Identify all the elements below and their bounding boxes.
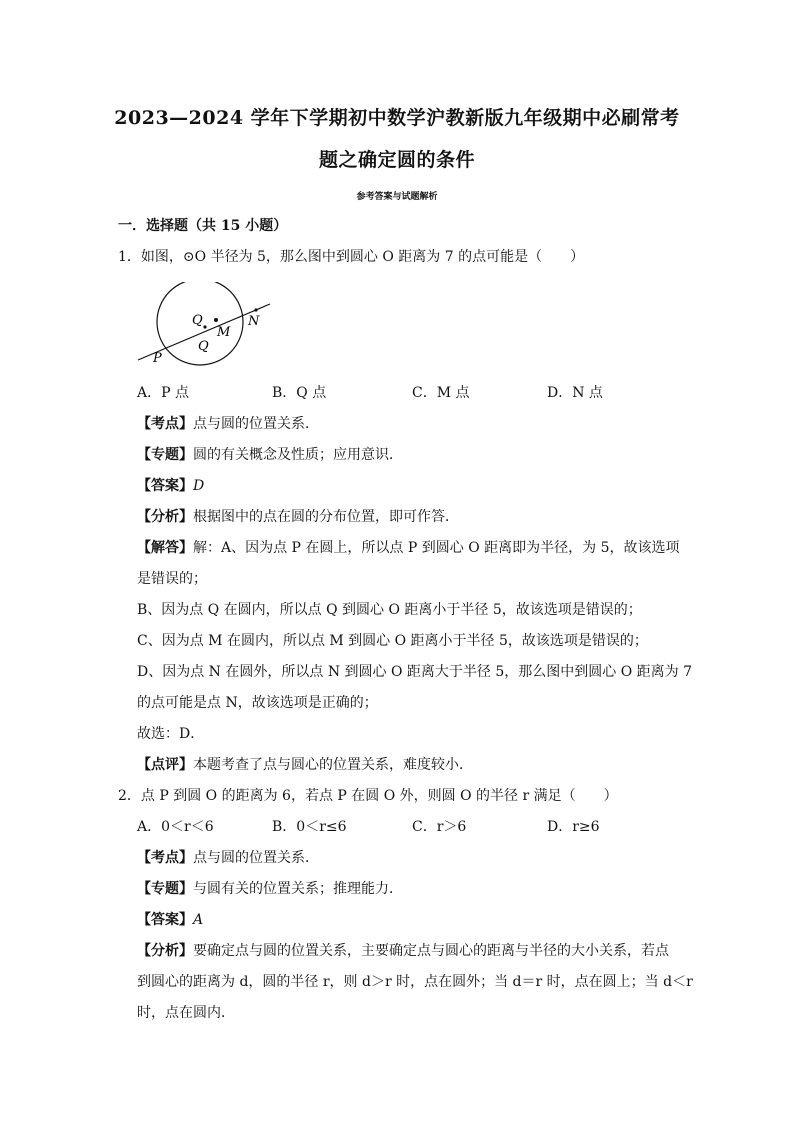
q2-option-b: B．0＜r≤6 xyxy=(272,819,347,835)
label-q-upper: Q xyxy=(192,313,203,328)
q2-option-c: C．r＞6 xyxy=(412,819,467,835)
q1-daan xyxy=(137,476,204,496)
q1-option-a: A．P 点 xyxy=(137,385,189,401)
q2-kaodian-tag: 【考点】 xyxy=(137,850,193,866)
q2-kaodian-text: 点与圆的位置关系． xyxy=(193,850,319,866)
q1-option-b: B．Q 点 xyxy=(272,385,327,401)
label-n: N xyxy=(248,314,260,329)
q1-dianping-text: 本题考查了点与圆心的位置关系，难度较小． xyxy=(193,757,473,773)
q2-fenxi-line1 xyxy=(137,941,669,961)
q1-dianping-tag: 【点评】 xyxy=(137,757,193,773)
q1-jieda-tag: 【解答】 xyxy=(137,540,193,556)
q1-circle-figure xyxy=(130,282,280,368)
point-n-dot xyxy=(254,308,257,311)
q2-option-d: D．r≥6 xyxy=(547,819,600,835)
q2-zhuanti-text: 与圆有关的位置关系；推理能力． xyxy=(193,881,403,897)
q1-stem: 1．如图，⊙O 半径为 5，那么图中到圆心 O 距离为 7 的点可能是（ ） xyxy=(118,249,585,265)
q2-option-a: A．0＜r＜6 xyxy=(137,819,214,835)
q1-dianping xyxy=(137,755,473,775)
q1-jieda-line2: 是错误的； xyxy=(137,571,207,587)
q2-kaodian xyxy=(137,848,319,868)
q1-jieda-text1: 解：A、因为点 P 在圆上，所以点 P 到圆心 O 距离即为半径，为 5，故该选项 xyxy=(193,540,680,556)
q1-jieda-line4: C、因为点 M 在圆内，所以点 M 到圆心 O 距离小于半径 5，故该选项是错误的； xyxy=(137,633,648,649)
q1-kaodian-text: 点与圆的位置关系． xyxy=(193,416,319,432)
q1-zhuanti-text: 圆的有关概念及性质；应用意识． xyxy=(193,447,403,463)
q2-stem: 2．点 P 到圆 O 的距离为 6，若点 P 在圆 O 外，则圆 O 的半径 r 满足（ ） xyxy=(118,788,618,804)
q2-fenxi-text1: 要确定点与圆的位置关系，主要确定点与圆心的距离与半径的大小关系，若点 xyxy=(193,943,669,959)
q1-jieda-line5: D、因为点 N 在圆外，所以点 N 到圆心 O 距离大于半径 5，那么图中到圆心 O 距离为 7 xyxy=(137,664,692,680)
point-q-dot xyxy=(203,325,206,328)
q2-daan-tag: 【答案】 xyxy=(137,912,193,928)
q1-fenxi-text: 根据图中的点在圆的分布位置，即可作答． xyxy=(193,509,459,525)
q1-daan-tag: 【答案】 xyxy=(137,478,193,494)
q1-jieda-line6: 的点可能是点 N，故该选项是正确的； xyxy=(137,695,378,711)
document-title-line1: 2023—2024 学年下学期初中数学沪教新版九年级期中必刷常考 xyxy=(114,107,680,129)
q2-fenxi-tag: 【分析】 xyxy=(137,943,193,959)
label-q-lower: Q xyxy=(198,339,209,354)
q1-daan-text: D xyxy=(193,478,205,494)
q1-jieda-line3: B、因为点 Q 在圆内，所以点 Q 到圆心 O 距离小于半径 5，故该选项是错误的； xyxy=(137,602,642,618)
q1-zhuanti xyxy=(137,445,403,465)
point-m-dot xyxy=(214,318,218,322)
section-heading: 一．选择题（共 15 小题） xyxy=(118,218,288,234)
q2-zhuanti-tag: 【专题】 xyxy=(137,881,193,897)
document-subtitle: 参考答案与试题解析 xyxy=(356,192,438,202)
q1-jieda-line1 xyxy=(137,538,680,558)
q1-fenxi xyxy=(137,507,459,527)
label-p: P xyxy=(153,351,162,366)
q1-option-d: D．N 点 xyxy=(547,385,603,401)
q1-jieda-line7: 故选：D． xyxy=(137,726,205,742)
q2-fenxi-line2: 到圆心的距离为 d，圆的半径 r，则 d＞r 时，点在圆外；当 d＝r 时，点在圆上；当 d＜r xyxy=(137,974,693,990)
q1-option-c: C．M 点 xyxy=(412,385,470,401)
q2-daan-text: A xyxy=(193,912,204,928)
q1-zhuanti-tag: 【专题】 xyxy=(137,447,193,463)
q1-kaodian xyxy=(137,414,319,434)
q2-fenxi-line3: 时，点在圆内． xyxy=(137,1005,235,1021)
document-title-line2: 题之确定圆的条件 xyxy=(318,149,475,171)
q1-fenxi-tag: 【分析】 xyxy=(137,509,193,525)
q2-zhuanti xyxy=(137,879,403,899)
q2-daan xyxy=(137,910,203,930)
q1-kaodian-tag: 【考点】 xyxy=(137,416,193,432)
label-m: M xyxy=(217,325,231,340)
